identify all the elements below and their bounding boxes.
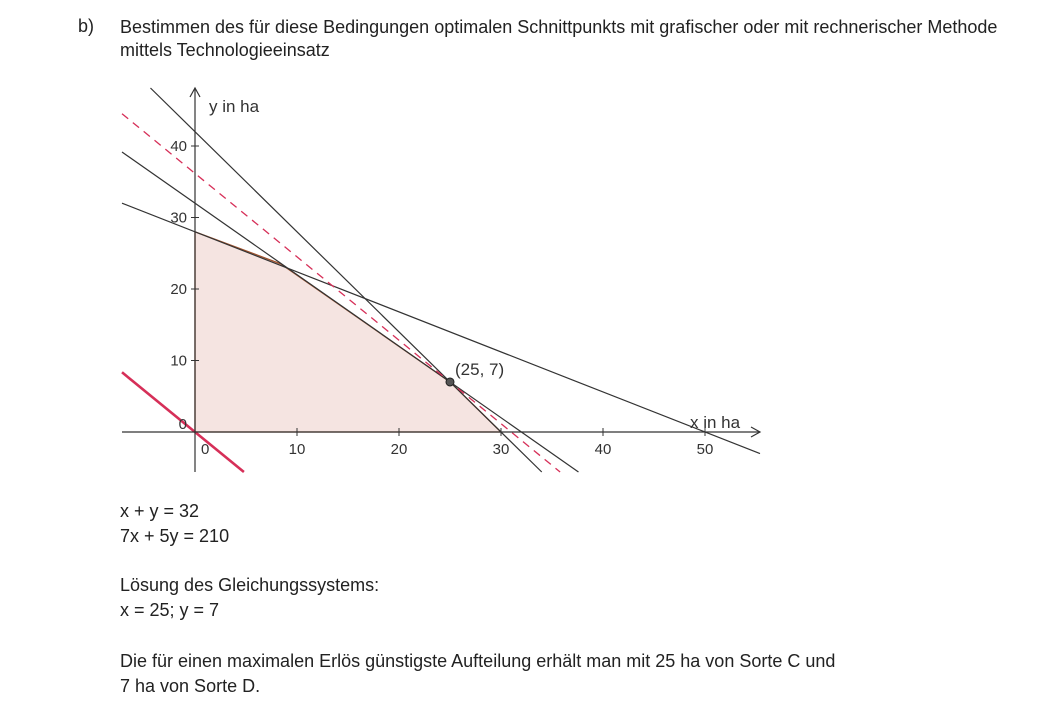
y-tick-label: 30	[170, 209, 187, 227]
task-part-label: b)	[78, 16, 95, 36]
equation-1: x + y = 32	[120, 501, 200, 521]
x-axis-label: x in ha	[690, 413, 741, 432]
origin-label-y: 0	[178, 416, 187, 433]
y-tick-label: 10	[170, 352, 187, 370]
optimal-point	[446, 378, 454, 386]
equation-2: 7x + 5y = 210	[120, 526, 230, 546]
solution-heading: Lösung des Gleichungssystems:	[120, 575, 380, 595]
feasible-region	[195, 232, 501, 432]
x-tick-label: 50	[696, 441, 714, 458]
origin-label-x: 0	[201, 441, 210, 458]
y-tick-label: 20	[170, 281, 187, 298]
x-tick-label: 30	[492, 441, 510, 458]
x-tick-label: 40	[594, 441, 612, 458]
y-tick-label: 40	[170, 138, 187, 155]
task-text: Bestimmen des für diese Bedingungen optimalen Schnittpunkts mit grafischer oder mit rechnerischer Methode mittels Technologieeinsatz	[120, 17, 998, 60]
conclusion-line-1: Die für einen maximalen Erlös günstigste Aufteilung erhält man mit 25 ha von Sorte C und	[120, 651, 836, 671]
x-tick-label: 20	[390, 441, 408, 458]
solution-result: x = 25; y = 7	[120, 600, 220, 620]
x-tick-label: 10	[288, 441, 306, 458]
optimal-point-label: (25, 7)	[455, 359, 505, 379]
y-axis-label: y in ha	[209, 97, 260, 116]
conclusion-line-2: 7 ha von Sorte D.	[120, 676, 261, 696]
